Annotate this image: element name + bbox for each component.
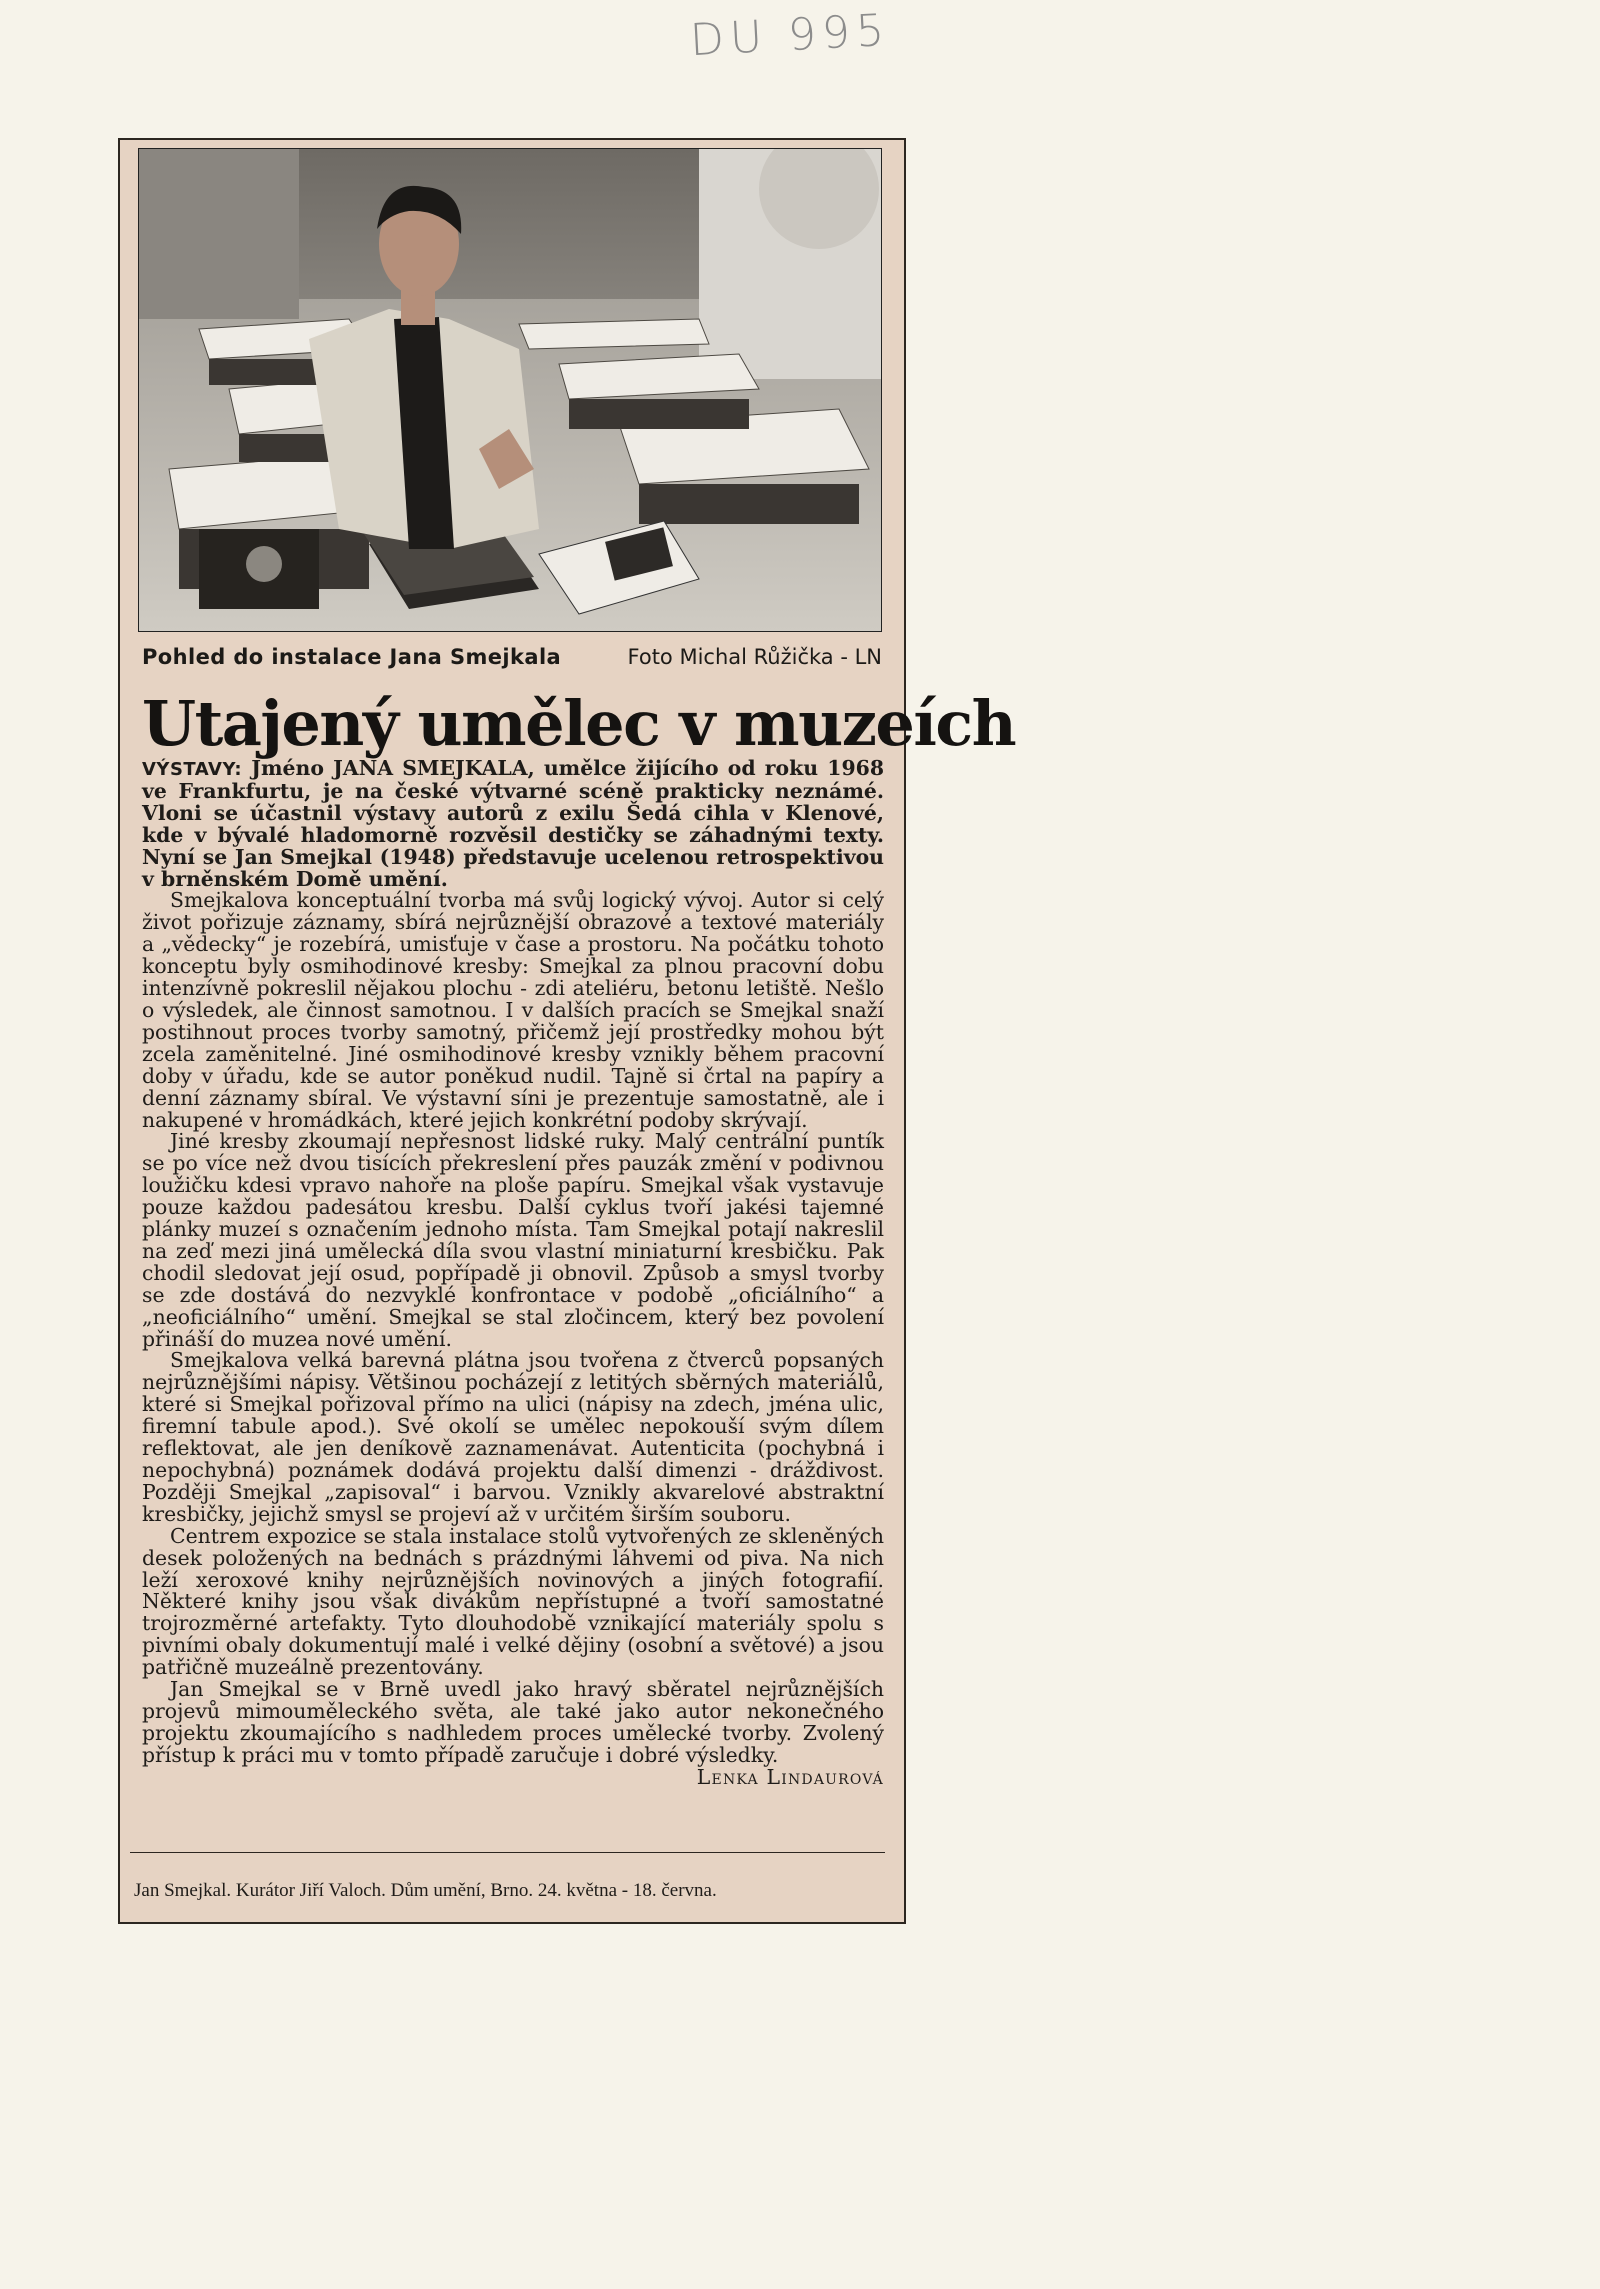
lead-artist-name: JANA SMEJKALA bbox=[333, 756, 528, 780]
article-lead bbox=[142, 758, 884, 890]
final-paragraph-text: Jan Smejkal se v Brně uvedl jako hravý sběratel nejrůznějších projevů mimouměleckého světa, ale také jako autor nekonečného projektu zkoumajícího s nadhledem proces umělecké tvorby. Zvolený přístup k práci mu v tomto případě zaručuje i dobré výsledky. bbox=[142, 1677, 884, 1767]
article-paragraph-final bbox=[142, 1677, 884, 1789]
lead-kicker: VÝSTAVY: bbox=[142, 759, 243, 780]
lead-text-part: , umělce žijícího od roku 1968 ve Frankfurtu, je na české výtvarné scéně prakticky neznámé. Vloni se účastnil výstavy autorů z exilu Šedá cihla v Klenové, kde v bývalé hladomorně rozvěsil destičky se záhadnými texty. Nyní se Jan Smejkal (1948) představuje ucelenou retrospektivou v brněnském Domě umění. bbox=[142, 756, 885, 891]
article-paragraph: Jiné kresby zkoumají nepřesnost lidské ruky. Malý centrální puntík se po více než dvou tisících překreslení přes pauzák změní v podivnou loužičku kdesi vpravo nahoře na ploše papíru. Smejkal však vystavuje pouze každou padesátou kresbu. Další cyklus tvoří jakési tajemné plánky muzeí s označením jednoho místa. Tam Smejkal potají nakreslil na zeď mezi jiná umělecká díla svou vlastní miniaturní kresbičku. Pak chodil sledovat její osud, popřípadě ji obnovil. Způsob a smysl tvorby se zde dostává do nezvyklé konfrontace v podobě „oficiálního“ a „neoficiálního“ umění. Smejkal se stal zločincem, který bez povolení přináší do muzea nové umění. bbox=[142, 1129, 884, 1351]
photo-caption bbox=[142, 645, 882, 675]
article-headline: Utajený umělec v muzeích bbox=[142, 687, 1016, 760]
footer-divider bbox=[130, 1852, 885, 1853]
article-paragraph: Smejkalova konceptuální tvorba má svůj logický vývoj. Autor si celý život pořizuje záznamy, sbírá nejrůznější obrazové a textové materiály a „vědecky“ je rozebírá, umisťuje v čase a prostoru. Na počátku tohoto konceptu byly osmihodinové kresby: Smejkal za plnou pracovní dobu intenzívně pokreslil nějakou plochu - zdi ateliéru, betonu letiště. Nešlo o výsledek, ale činnost samotnou. I v dalších pracích se Smejkal snaží postihnout proces tvorby samotný, přičemž její prostředky mohou být zcela zaměnitelné. Jiné osmihodinové kresby vznikly během pracovní doby v úřadu, kde se autor poněkud nudil. Tajně si črtal na papíry a denní záznamy sbíral. Ve výstavní síni je prezentuje samostatně, ale i nakupené v hromádkách, které jejich konkrétní podoby skrývají. bbox=[142, 888, 884, 1132]
article-paragraph: Centrem expozice se stala instalace stolů vytvořených ze skleněných desek položených na bednách s prázdnými láhvemi od piva. Na nich leží xeroxové knihy nejrůznějších novinových a jiných fotografií. Některé knihy jsou však divákům nepřístupné a tvoří samostatné trojrozměrné artefakty. Tyto dlouhodobě vznikající materiály spolu s pivními obaly dokumentují malé i velké dějiny (osobní a světové) a jsou patřičně muzeálně prezentovány. bbox=[142, 1523, 884, 1680]
exhibition-info: Jan Smejkal. Kurátor Jiří Valoch. Dům umění, Brno. 24. května - 18. června. bbox=[134, 1880, 717, 1901]
article-author: Lenka Lindaurová bbox=[696, 1764, 884, 1789]
article-paragraph: Smejkalova velká barevná plátna jsou tvořena z čtverců popsaných nejrůznějšími nápisy. Většinou pocházejí z letitých sběrných materiálů, které si Smejkal pořizoval přímo na ulici (nápisy na zdech, jména ulic, firemní tabule apod.). Své okolí se umělec nepokouší svým dílem reflektovat, ale jen deníkově zaznamenávat. Autenticita (pochybná i nepochybná) poznámek dodává projektu další dimenzi - dráždivost. Později Smejkal „zapisoval“ i barvou. Vznikly akvarelové abstraktní kresbičky, jejichž smysl se projeví až v určitém širším souboru. bbox=[142, 1348, 884, 1526]
article-photo bbox=[138, 148, 882, 632]
newspaper-clipping bbox=[118, 138, 1016, 1924]
photo-caption-text: Pohled do instalace Jana Smejkala bbox=[142, 645, 562, 669]
handwritten-archive-number: DU 995 bbox=[688, 4, 892, 67]
article-body bbox=[142, 758, 884, 1789]
lead-text-part: Jméno bbox=[242, 756, 334, 780]
photo-credit: Foto Michal Růžička - LN bbox=[627, 645, 882, 669]
